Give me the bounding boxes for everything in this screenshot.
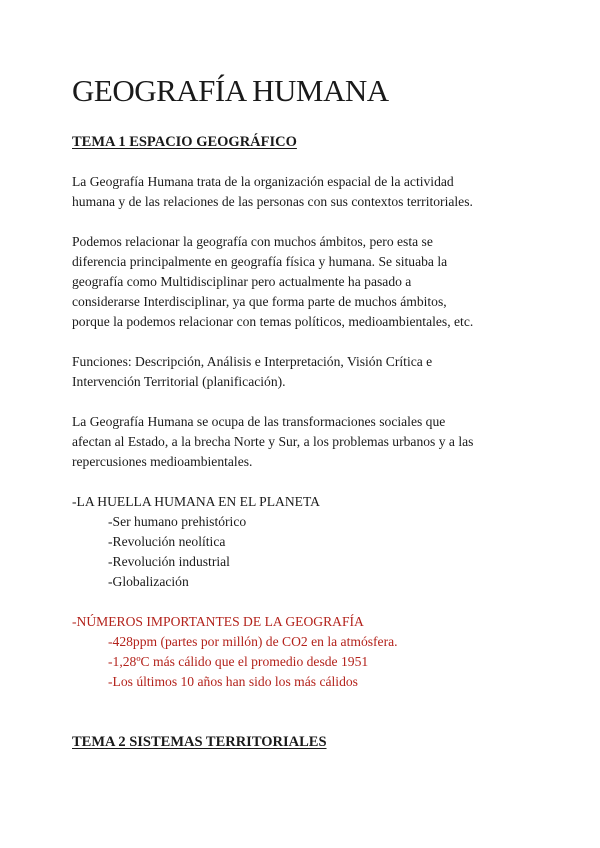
tema-2-heading: TEMA 2 SISTEMAS TERRITORIALES	[72, 734, 327, 750]
list-item: -428ppm (partes por millón) de CO2 en la atmósfera.	[108, 634, 398, 649]
paragraph-line: diferencia principalmente en geografía física y humana. Se situaba la	[72, 254, 448, 269]
list-item: -Revolución neolítica	[108, 534, 226, 549]
numeros-list	[108, 632, 398, 692]
list-item: -1,28ºC más cálido que el promedio desde 1951	[108, 654, 369, 669]
list-item: -Revolución industrial	[108, 554, 230, 569]
tema-1-heading: TEMA 1 ESPACIO GEOGRÁFICO	[72, 134, 297, 150]
document-title: GEOGRAFÍA HUMANA	[72, 73, 389, 108]
paragraph-line: considerarse Interdisciplinar, ya que forma parte de muchos ámbitos,	[72, 294, 447, 309]
list-item: -Ser humano prehistórico	[108, 514, 247, 529]
paragraph-transformations	[72, 412, 532, 472]
paragraph-line: porque la podemos relacionar con temas políticos, medioambientales, etc.	[72, 314, 474, 329]
paragraph-line: La Geografía Humana se ocupa de las transformaciones sociales que	[72, 414, 446, 429]
paragraph-line: Podemos relacionar la geografía con muchos ámbitos, pero esta se	[72, 234, 433, 249]
paragraph-definition	[72, 172, 532, 212]
paragraph-line: humana y de las relaciones de las personas con sus contextos territoriales.	[72, 194, 473, 209]
paragraph-functions	[72, 352, 532, 392]
huella-heading: -LA HUELLA HUMANA EN EL PLANETA	[72, 494, 320, 509]
list-item: -Los últimos 10 años han sido los más cálidos	[108, 674, 358, 689]
paragraph-line: geografía como Multidisciplinar pero actualmente ha pasado a	[72, 274, 412, 289]
list-item: -Globalización	[108, 574, 189, 589]
paragraph-line: afectan al Estado, a la brecha Norte y Sur, a los problemas urbanos y a las	[72, 434, 474, 449]
paragraph-line: La Geografía Humana trata de la organización espacial de la actividad	[72, 174, 454, 189]
paragraph-relations	[72, 232, 532, 332]
paragraph-line: repercusiones medioambientales.	[72, 454, 253, 469]
huella-list	[108, 512, 246, 592]
paragraph-line: Intervención Territorial (planificación).	[72, 374, 286, 389]
numeros-heading: -NÚMEROS IMPORTANTES DE LA GEOGRAFÍA	[72, 614, 364, 629]
paragraph-line: Funciones: Descripción, Análisis e Interpretación, Visión Crítica e	[72, 354, 433, 369]
